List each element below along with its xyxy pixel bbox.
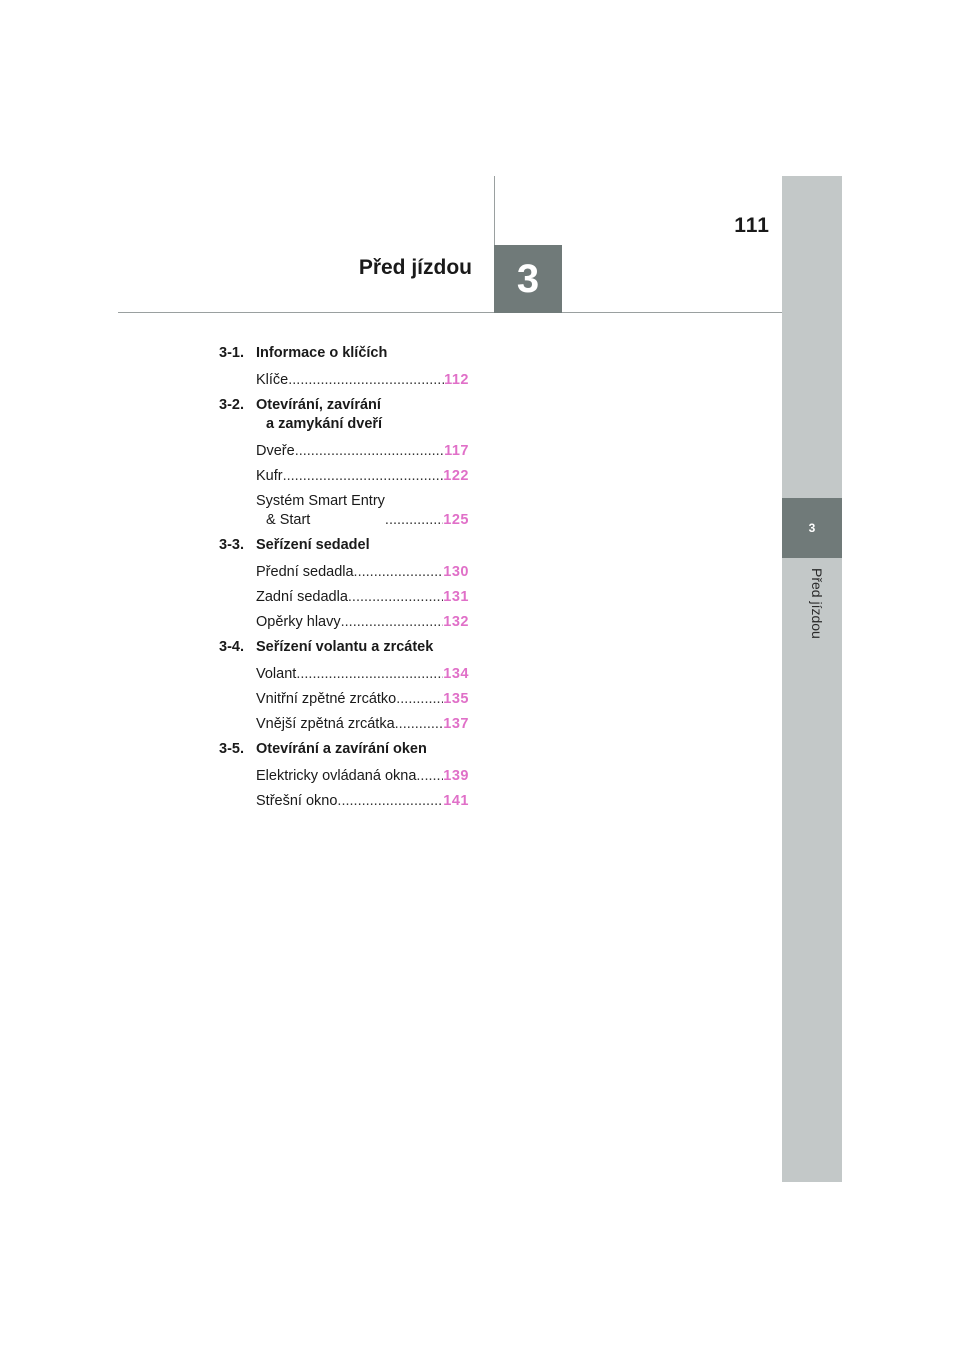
dot-leader bbox=[416, 767, 443, 786]
section-title bbox=[256, 740, 469, 759]
toc-entry[interactable] bbox=[219, 467, 469, 486]
header-divider-vertical bbox=[494, 176, 495, 246]
toc-entry[interactable] bbox=[219, 371, 469, 390]
section-title bbox=[256, 638, 469, 657]
toc-entry[interactable] bbox=[219, 563, 469, 582]
sidebar-chapter-label: Před jízdou bbox=[809, 568, 825, 639]
entry-title-line: Klíče bbox=[256, 372, 289, 388]
section-heading bbox=[219, 740, 469, 759]
section-heading bbox=[219, 344, 469, 363]
toc-section bbox=[219, 536, 469, 632]
entry-title bbox=[256, 588, 348, 607]
entry-title bbox=[256, 665, 296, 684]
entry-title-line: Střešní okno bbox=[256, 793, 338, 809]
section-title-line: a zamykání dveří bbox=[266, 416, 383, 432]
entry-title-line: Zadní sedadla bbox=[256, 589, 348, 605]
page-link[interactable]: 117 bbox=[444, 443, 469, 459]
section-number: 3-3. bbox=[219, 537, 244, 553]
dot-leader bbox=[395, 715, 444, 734]
page-link[interactable]: 132 bbox=[443, 614, 469, 630]
section-title bbox=[256, 536, 469, 555]
page-link[interactable]: 112 bbox=[444, 372, 469, 388]
page-number: 111 bbox=[734, 214, 770, 237]
table-of-contents bbox=[219, 344, 469, 817]
entry-title bbox=[256, 792, 337, 811]
entry-title bbox=[256, 613, 341, 632]
toc-section bbox=[219, 344, 469, 390]
page-link[interactable]: 131 bbox=[443, 589, 469, 605]
page-link[interactable]: 125 bbox=[443, 512, 469, 528]
toc-section bbox=[219, 396, 469, 530]
chapter-number-box: 3 bbox=[494, 245, 562, 313]
entry-title-line: Elektricky ovládaná okna bbox=[256, 768, 417, 784]
toc-entry[interactable] bbox=[219, 665, 469, 684]
entry-title-line: Volant bbox=[256, 666, 297, 682]
dot-leader bbox=[385, 511, 443, 530]
entry-title-line: Vnitřní zpětné zrcátko bbox=[256, 691, 397, 707]
section-title-line: Informace o klíčích bbox=[256, 345, 388, 361]
page-link[interactable]: 130 bbox=[443, 564, 469, 580]
section-number: 3-4. bbox=[219, 639, 244, 655]
entry-title bbox=[256, 492, 385, 530]
entry-title bbox=[256, 371, 288, 390]
toc-entry[interactable] bbox=[219, 588, 469, 607]
entry-title bbox=[256, 442, 295, 461]
toc-entry[interactable] bbox=[219, 715, 469, 734]
section-heading bbox=[219, 396, 469, 434]
toc-entry[interactable] bbox=[219, 492, 469, 530]
section-title-line: Seřízení sedadel bbox=[256, 537, 370, 553]
section-heading bbox=[219, 638, 469, 657]
page-link[interactable]: 137 bbox=[443, 716, 469, 732]
entry-title-line: Přední sedadla bbox=[256, 564, 354, 580]
dot-leader bbox=[337, 792, 443, 811]
section-heading bbox=[219, 536, 469, 555]
toc-entry[interactable] bbox=[219, 767, 469, 786]
section-title-line: Seřízení volantu a zrcátek bbox=[256, 639, 434, 655]
entry-title-line: & Start bbox=[266, 512, 311, 528]
entry-title-line: Kufr bbox=[256, 468, 283, 484]
entry-title-line: Systém Smart Entry bbox=[256, 493, 385, 509]
section-title bbox=[256, 344, 469, 363]
dot-leader bbox=[396, 690, 443, 709]
dot-leader bbox=[295, 442, 444, 461]
toc-section bbox=[219, 638, 469, 734]
entry-title bbox=[256, 767, 416, 786]
entry-title bbox=[256, 467, 283, 486]
toc-entry[interactable] bbox=[219, 792, 469, 811]
entry-title bbox=[256, 690, 396, 709]
page-link[interactable]: 122 bbox=[443, 468, 469, 484]
toc-section bbox=[219, 740, 469, 811]
entry-title-line: Opěrky hlavy bbox=[256, 614, 341, 630]
sidebar-chapter-tab[interactable]: 3 bbox=[782, 498, 842, 558]
toc-entry[interactable] bbox=[219, 613, 469, 632]
dot-leader bbox=[288, 371, 444, 390]
page-link[interactable]: 134 bbox=[443, 666, 469, 682]
page-link[interactable]: 139 bbox=[443, 768, 469, 784]
dot-leader bbox=[348, 588, 443, 607]
toc-entry[interactable] bbox=[219, 442, 469, 461]
entry-title bbox=[256, 563, 354, 582]
section-title bbox=[256, 396, 469, 434]
page-link[interactable]: 135 bbox=[443, 691, 469, 707]
section-number: 3-1. bbox=[219, 345, 244, 361]
page-link[interactable]: 141 bbox=[443, 793, 469, 809]
dot-leader bbox=[296, 665, 443, 684]
entry-title-line: Dveře bbox=[256, 443, 295, 459]
chapter-title: Před jízdou bbox=[358, 256, 472, 279]
toc-entry[interactable] bbox=[219, 690, 469, 709]
entry-title bbox=[256, 715, 395, 734]
dot-leader bbox=[341, 613, 444, 632]
dot-leader bbox=[354, 563, 444, 582]
section-title-line: Otevírání a zavírání oken bbox=[256, 741, 427, 757]
entry-title-line: Vnější zpětná zrcátka bbox=[256, 716, 395, 732]
section-title-line: Otevírání, zavírání bbox=[256, 397, 381, 413]
section-number: 3-2. bbox=[219, 397, 244, 413]
section-number: 3-5. bbox=[219, 741, 244, 757]
header-divider-horizontal bbox=[118, 312, 782, 313]
dot-leader bbox=[283, 467, 444, 486]
